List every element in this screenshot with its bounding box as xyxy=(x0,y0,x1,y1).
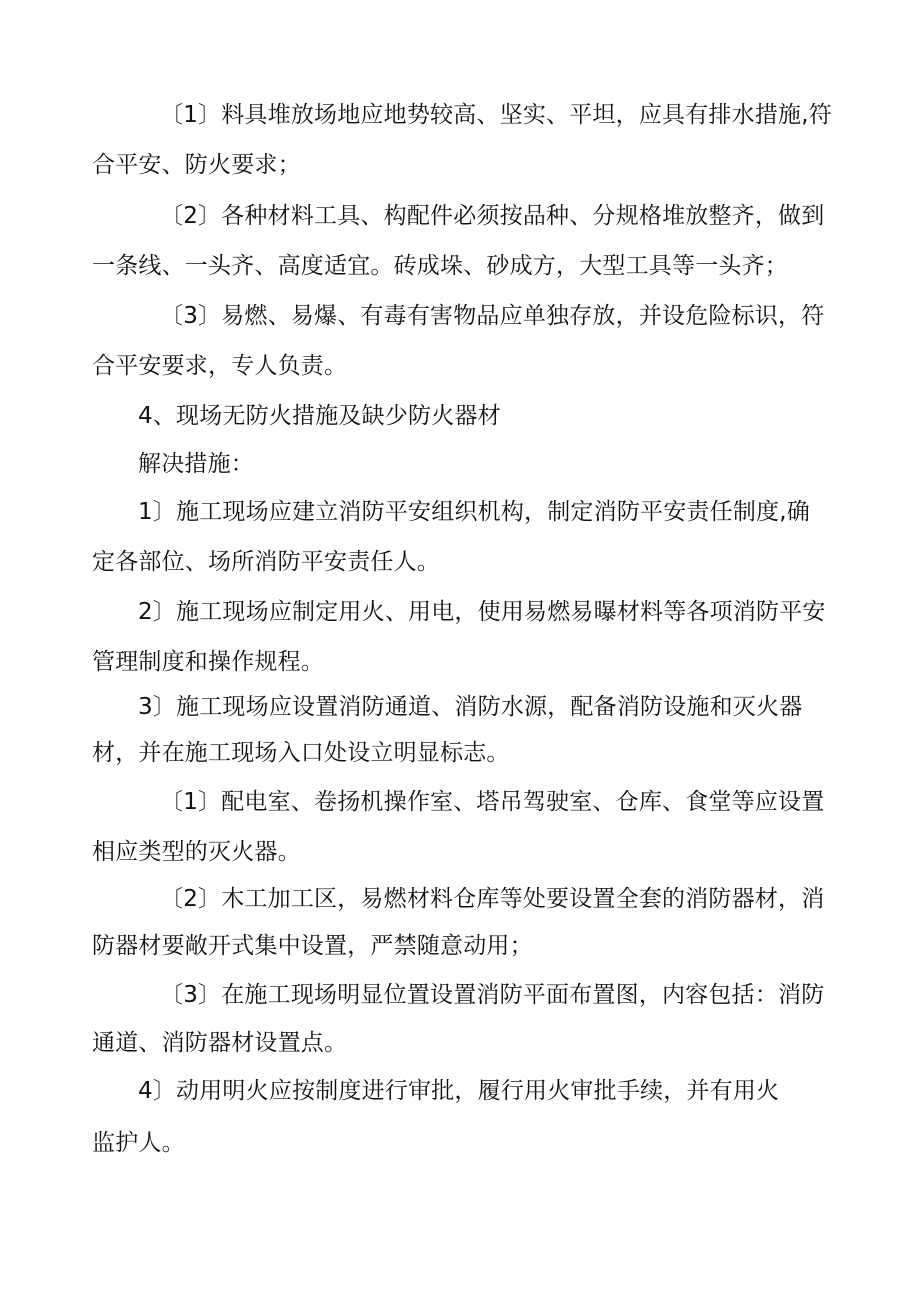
paragraph-7-line-1: 2〕施工现场应制定用火、用电，使用易燃易曝材料等各项消防平安 xyxy=(138,599,826,625)
paragraph-8-line-1: 3〕施工现场应设置消防通道、消防水源，配备消防设施和灭火器 xyxy=(138,694,803,720)
paragraph-10-line-2: 防器材要敞开式集中设置，严禁随意动用； xyxy=(92,933,533,959)
paragraph-1-line-1: 〔1〕料具堆放场地应地势较高、坚实、平坦，应具有排水措施,符 xyxy=(160,102,832,128)
paragraph-3-line-1: 〔3〕易燃、易爆、有毒有害物品应单独存放，并设危险标识，符 xyxy=(160,303,825,329)
section-heading: 4、现场无防火措施及缺少防火器材 xyxy=(138,403,501,429)
solutions-label: 解决措施： xyxy=(138,451,254,477)
paragraph-2-line-2: 一条线、一头齐、高度适宜。砖成垛、砂成方，大型工具等一头齐； xyxy=(92,253,788,279)
paragraph-6-line-1: 1〕施工现场应建立消防平安组织机构，制定消防平安责任制度,确 xyxy=(138,499,810,525)
paragraph-8-line-2: 材，并在施工现场入口处设立明显标志。 xyxy=(92,740,510,766)
paragraph-3-line-2: 合平安要求，专人负责。 xyxy=(92,353,348,379)
paragraph-12-line-1: 4〕动用明火应按制度进行审批，履行用火审批手续，并有用火 xyxy=(138,1078,780,1104)
paragraph-2-line-1: 〔2〕各种材料工具、构配件必须按品种、分规格堆放整齐，做到 xyxy=(160,203,825,229)
paragraph-9-line-2: 相应类型的灭火器。 xyxy=(92,839,301,865)
paragraph-11-line-2: 通道、消防器材设置点。 xyxy=(92,1030,348,1056)
paragraph-10-line-1: 〔2〕木工加工区，易燃材料仓库等处要设置全套的消防器材，消 xyxy=(160,886,825,912)
paragraph-1-line-2: 合平安、防火要求； xyxy=(92,152,301,178)
paragraph-11-line-1: 〔3〕在施工现场明显位置设置消防平面布置图，内容包括：消防 xyxy=(160,982,825,1008)
paragraph-7-line-2: 管理制度和操作规程。 xyxy=(92,649,324,675)
paragraph-6-line-2: 定各部位、场所消防平安责任人。 xyxy=(92,549,440,575)
paragraph-12-line-2: 监护人。 xyxy=(92,1130,185,1156)
paragraph-9-line-1: 〔1〕配电室、卷扬机操作室、塔吊驾驶室、仓库、食堂等应设置 xyxy=(160,789,825,815)
